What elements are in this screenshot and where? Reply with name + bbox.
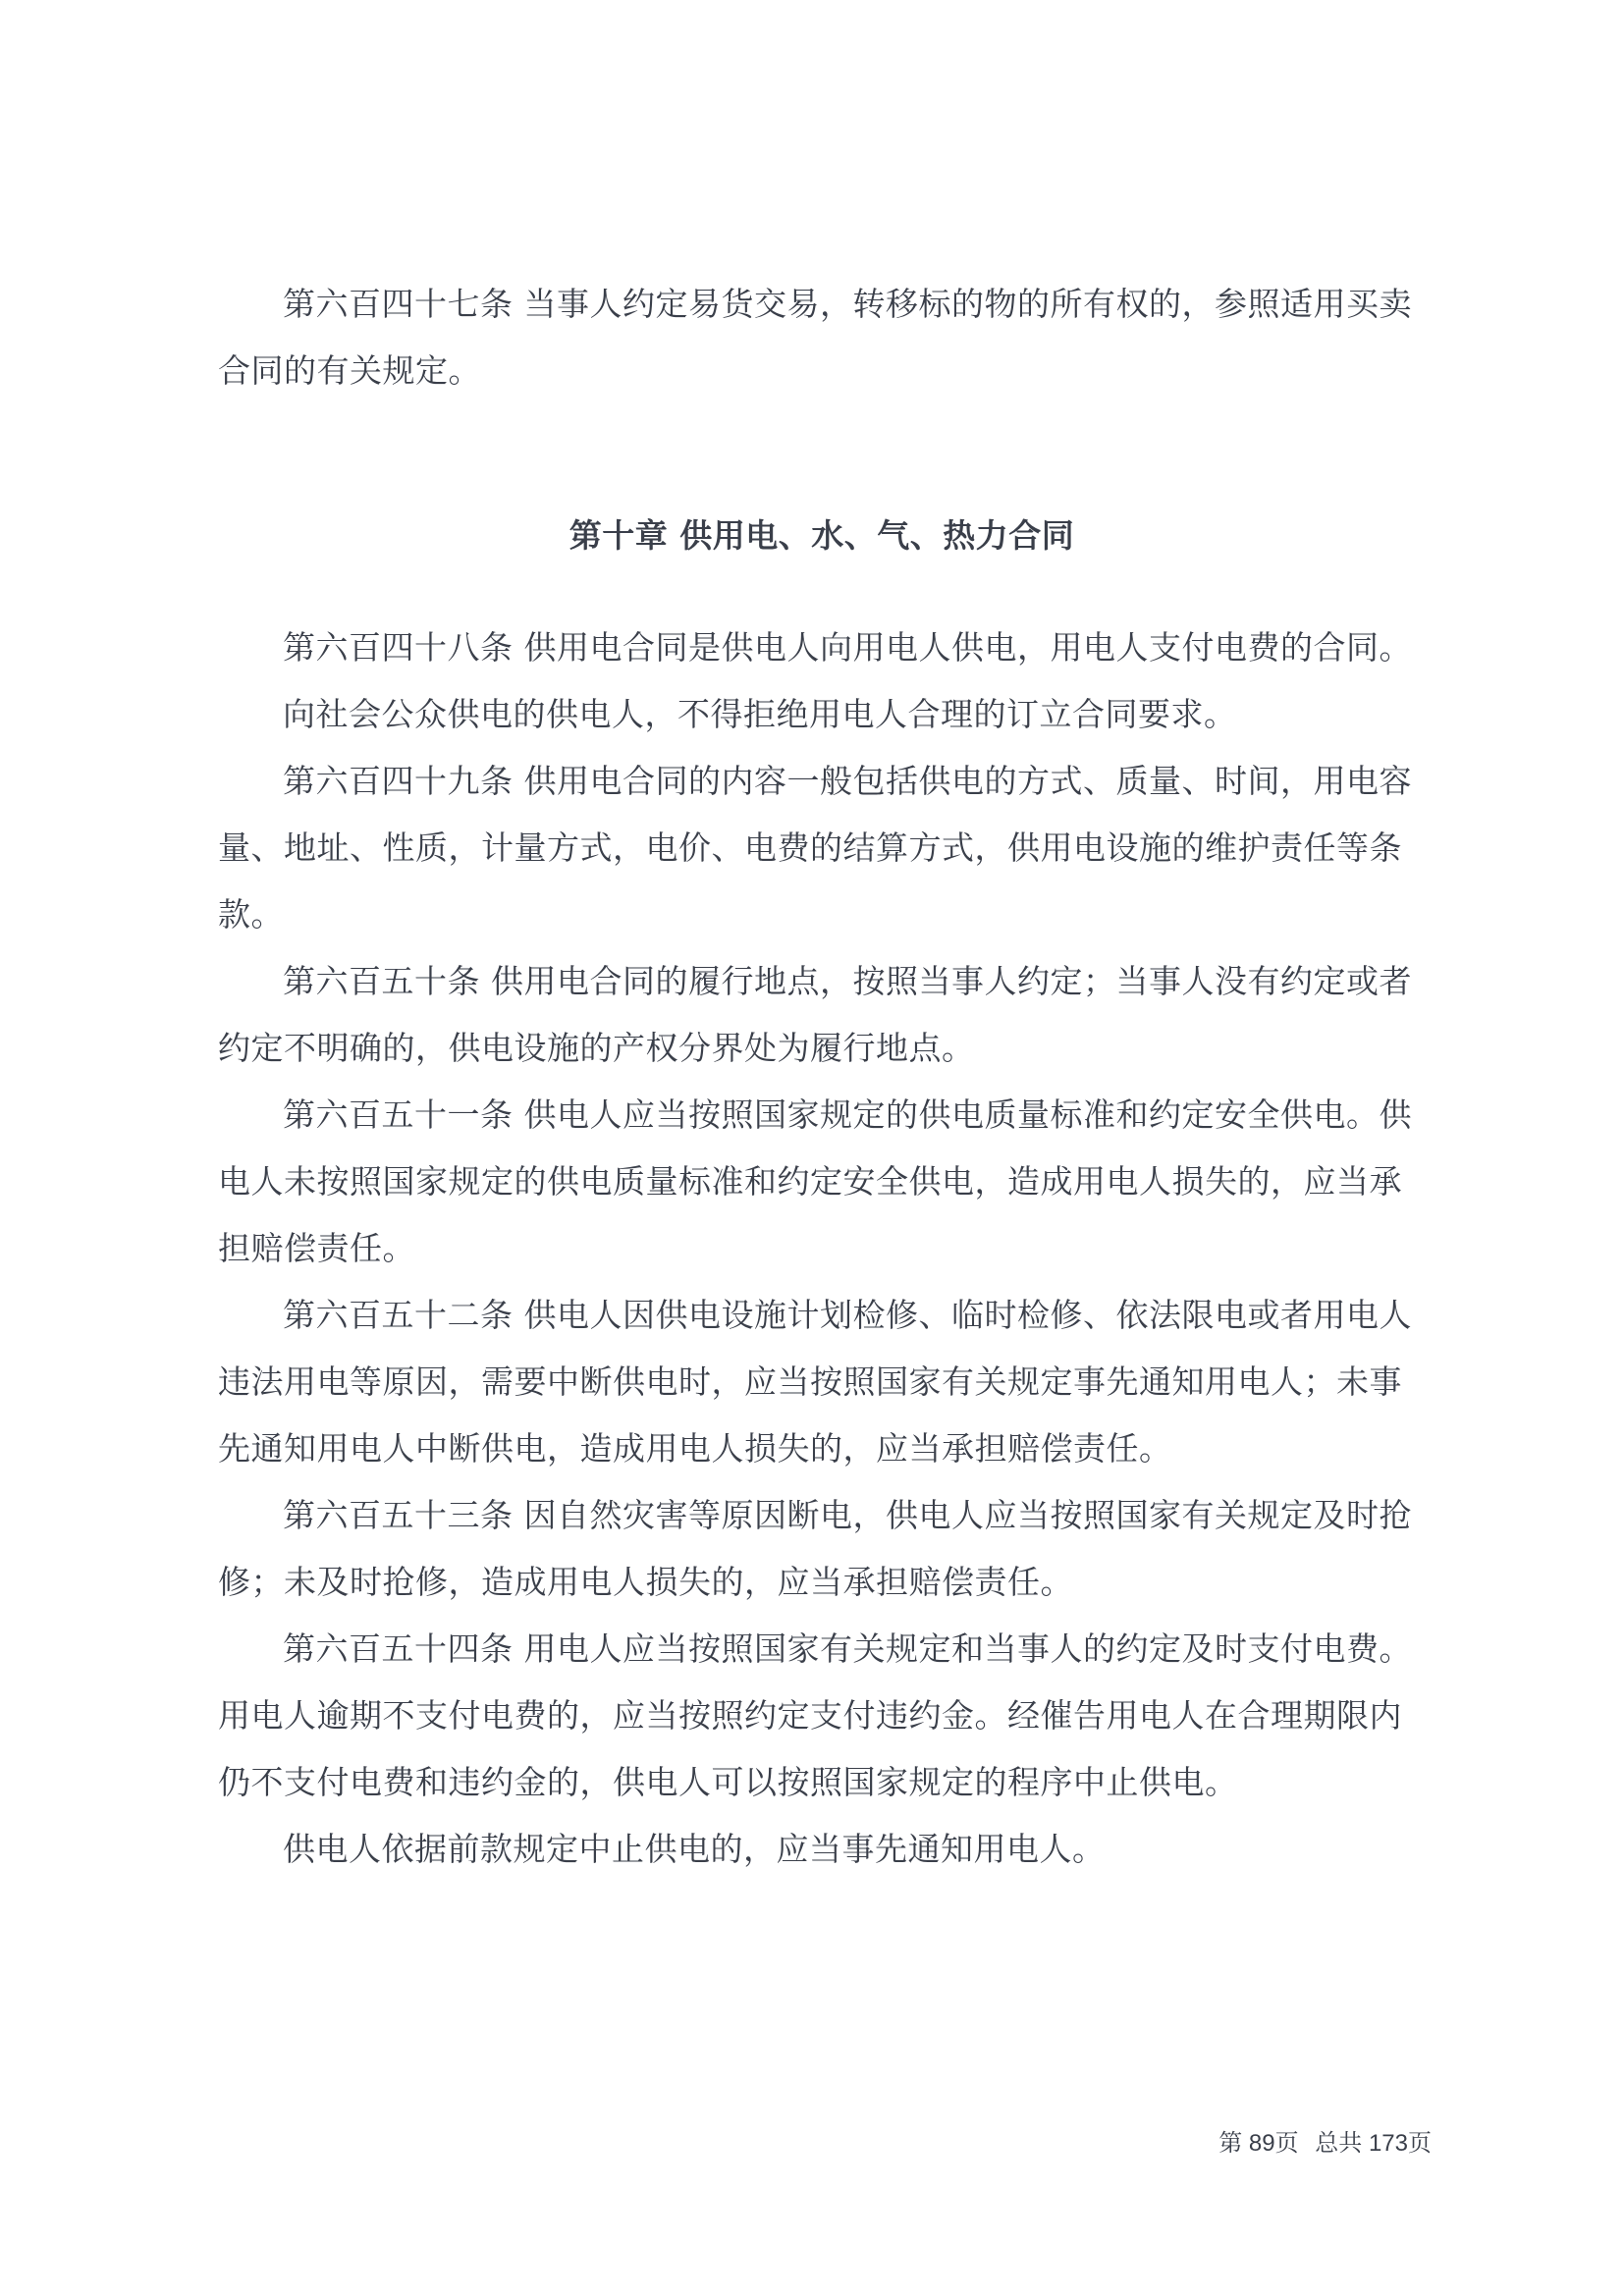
spacer <box>218 404 1426 503</box>
article-651: 第六百五十一条 供电人应当按照国家规定的供电质量标准和约定安全供电。供电人未按照国家规定的供电质量标准和约定安全供电，造成用电人损失的，应当承担赔偿责任。 <box>218 1095 1412 1267</box>
page-total: 总共 173页 <box>1315 2130 1432 2157</box>
spacer <box>218 569 1426 614</box>
document-body <box>218 271 1426 1883</box>
article-653: 第六百五十三条 因自然灾害等原因断电，供电人应当按照国家有关规定及时抢修；未及时抢修，造成用电人损失的，应当承担赔偿责任。 <box>218 1496 1412 1601</box>
article-654: 第六百五十四条 用电人应当按照国家有关规定和当事人的约定及时支付电费。用电人逾期不支付电费的，应当按照约定支付违约金。经催告用电人在合理期限内仍不支付电费和违约金的，供电人可以按照国家规定的程序中止供电。 <box>218 1629 1412 1801</box>
page-footer <box>1218 2128 1432 2160</box>
article-649: 第六百四十九条 供用电合同的内容一般包括供电的方式、质量、时间，用电容量、地址、性质，计量方式，电价、电费的结算方式，供用电设施的维护责任等条款。 <box>218 762 1412 934</box>
chapter-heading: 第十章 供用电、水、气、热力合同 <box>568 516 1075 555</box>
article-650: 第六百五十条 供用电合同的履行地点，按照当事人约定；当事人没有约定或者约定不明确的，供电设施的产权分界处为履行地点。 <box>218 962 1412 1067</box>
article-648-paragraph-2: 向社会公众供电的供电人，不得拒绝用电人合理的订立合同要求。 <box>283 695 1237 733</box>
article-652: 第六百五十二条 供电人因供电设施计划检修、临时检修、依法限电或者用电人违法用电等原因，需要中断供电时，应当按照国家有关规定事先通知用电人；未事先通知用电人中断供电，造成用电人损失的，应当承担赔偿责任。 <box>218 1296 1412 1468</box>
page-number: 第 89页 <box>1218 2130 1299 2157</box>
article-648: 第六百四十八条 供用电合同是供电人向用电人供电，用电人支付电费的合同。 <box>283 628 1412 667</box>
article-647: 第六百四十七条 当事人约定易货交易，转移标的物的所有权的，参照适用买卖合同的有关规定。 <box>218 285 1412 390</box>
article-654-paragraph-2: 供电人依据前款规定中止供电的，应当事先通知用电人。 <box>283 1830 1106 1868</box>
